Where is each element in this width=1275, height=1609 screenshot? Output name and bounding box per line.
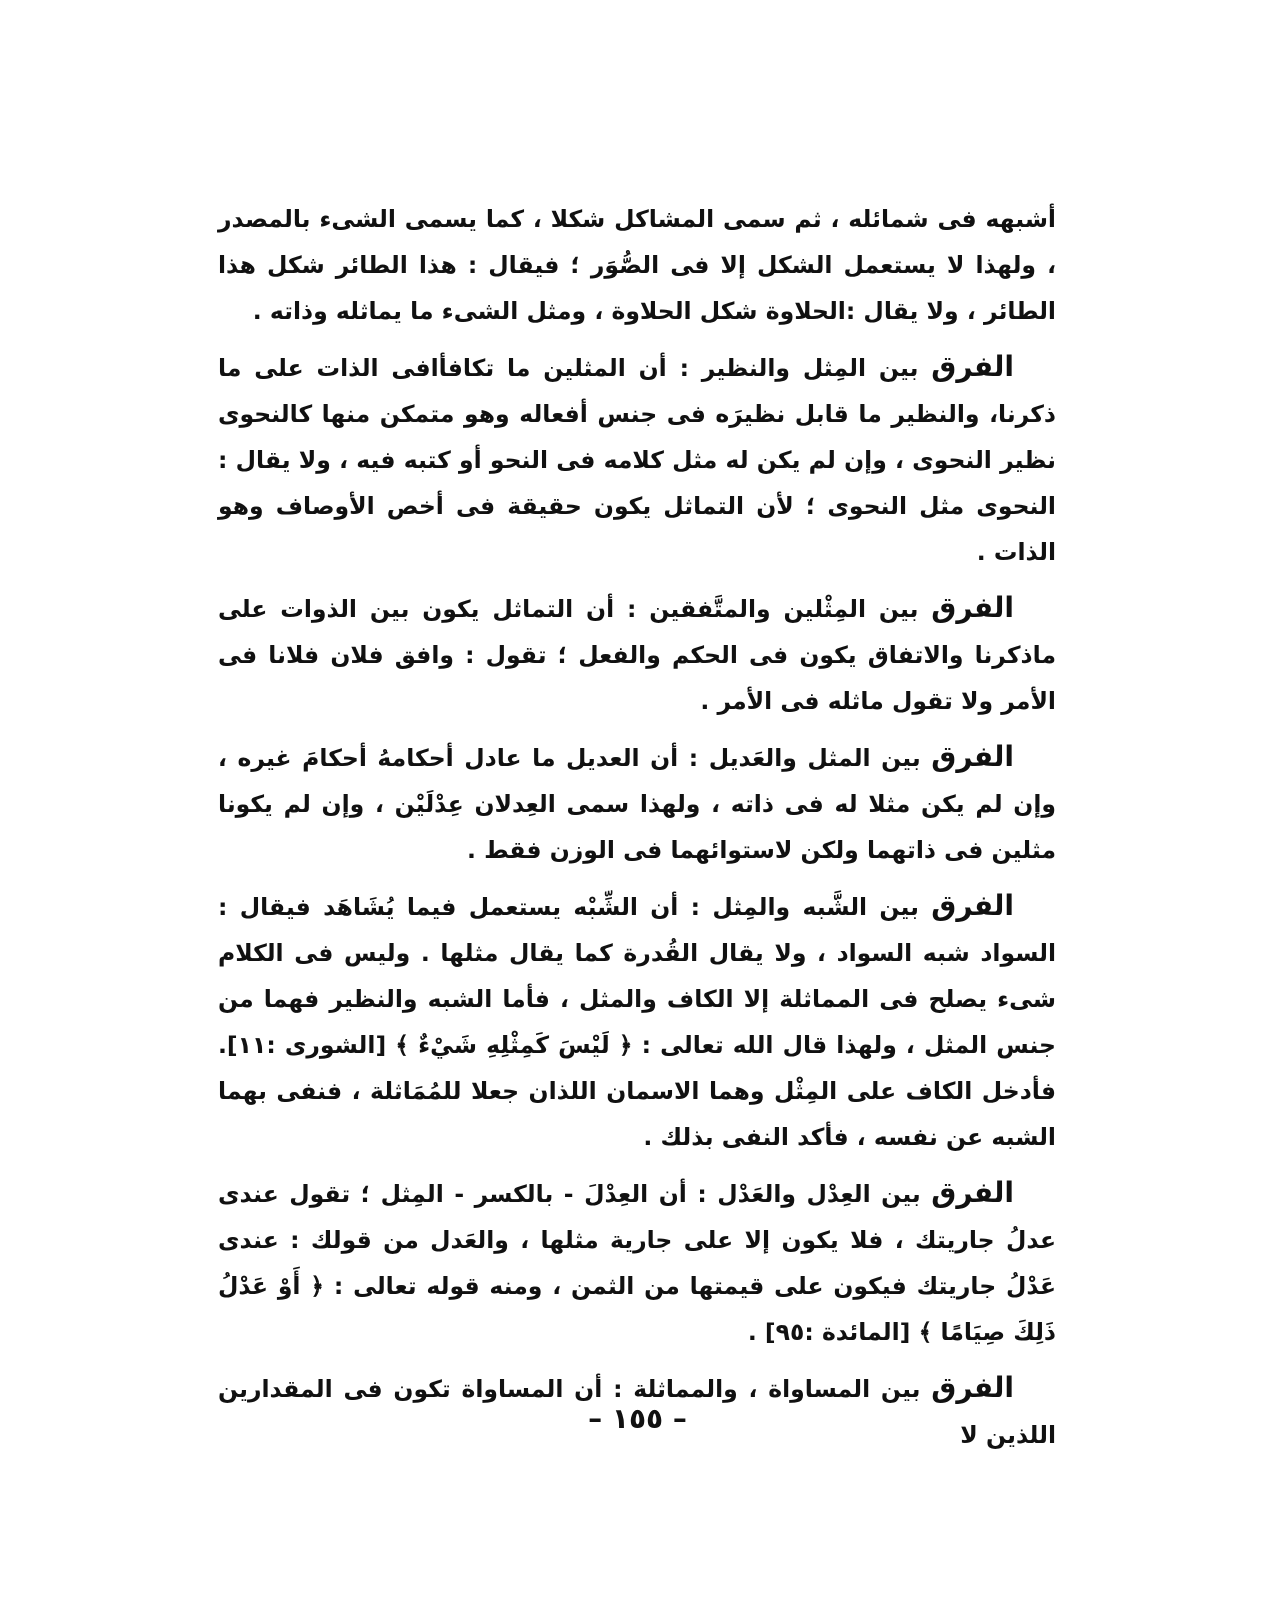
paragraph-3-text: بين المِثْلين والمتَّفقين : أن التماثل يكون بين الذوات على ماذكرنا والاتفاق يكون فى الحكم والفعل ؛ تقول : وافق فلان فلانا فى الأمر ولا تقول ماثله فى الأمر . [218,595,1056,715]
paragraph-1 [218,196,1056,334]
paragraph-6-heading: الفرق [931,1176,1014,1209]
paragraph-6-text: بين العِدْل والعَدْل : أن العِدْلَ - بالكسر - المِثل ؛ تقول عندى عدلُ جاريتك ، فلا يكون إلا على جارية مثلها ، والعَدل من قولك : عندى عَدْلُ جاريتك فيكون على قيمتها من الثمن ، ومنه قوله تعالى : ﴿ أَوْ عَدْلُ ذَلِكَ صِيَامًا ﴾ [المائدة :٩٥] . [218,1180,1056,1346]
paragraph-2-text: بين المِثل والنظير : أن المثلين ما تكافأافى الذات على ما ذكرنا، والنظير ما قابل نظيرَه فى جنس أفعاله وهو متمكن منها كالنحوى نظير النحوى ، وإن لم يكن له مثل كلامه فى النحو أو كتبه فيه ، ولا يقال : النحوى مثل النحوى ؛ لأن التماثل يكون حقيقة فى أخص الأوصاف وهو الذات . [218,354,1056,566]
paragraph-3 [218,585,1056,724]
paragraph-7-heading: الفرق [931,1371,1014,1404]
paragraph-7-text: بين المساواة ، والمماثلة : أن المساواة تكون فى المقدارين اللذين لا [218,1375,1056,1449]
page-body [218,196,1056,1468]
paragraph-5-text: بين الشَّبه والمِثل : أن الشِّبْه يستعمل فيما يُشَاهَد فيقال : السواد شبه السواد ، ولا يقال القُدرة كما يقال مثلها . وليس فى الكلام شىء يصلح فى المماثلة إلا الكاف والمثل ، فأما الشبه والنظير فهما من جنس المثل ، ولهذا قال الله تعالى : ﴿ لَيْسَ كَمِثْلِهِ شَيْءٌ ﴾ [الشورى :١١]. فأدخل الكاف على المِثْل وهما الاسمان اللذان جعلا للمُمَاثلة ، فنفى بهما الشبه عن نفسه ، فأكد النفى بذلك . [218,893,1056,1151]
paragraph-5-heading: الفرق [931,889,1015,922]
paragraph-4 [218,734,1056,873]
paragraph-4-heading: الفرق [931,740,1015,773]
page-number: – ١٥٥ – [588,1402,687,1435]
paragraph-4-text: بين المثل والعَديل : أن العديل ما عادل أحكامهُ أحكامَ غيره ، وإن لم يكن مثلا له فى ذاته ، ولهذا سمى العِدلان عِدْلَيْن ، وإن لم يكونا مثلين فى ذاتهما ولكن لاستوائهما فى الوزن فقط . [218,744,1056,864]
paragraph-1-text: أشبهه فى شمائله ، ثم سمى المشاكل شكلا ، كما يسمى الشىء بالمصدر ، ولهذا لا يستعمل الشكل إلا فى الصُّوَر ؛ فيقال : هذا الطائر شكل هذا الطائر ، ولا يقال :الحلاوة شكل الحلاوة ، ومثل الشىء ما يماثله وذاته . [218,205,1056,325]
paragraph-3-heading: الفرق [931,591,1014,624]
paragraph-5 [218,883,1056,1160]
paragraph-6 [218,1170,1056,1355]
paragraph-2-heading: الفرق [931,350,1014,383]
paragraph-2 [218,344,1056,575]
